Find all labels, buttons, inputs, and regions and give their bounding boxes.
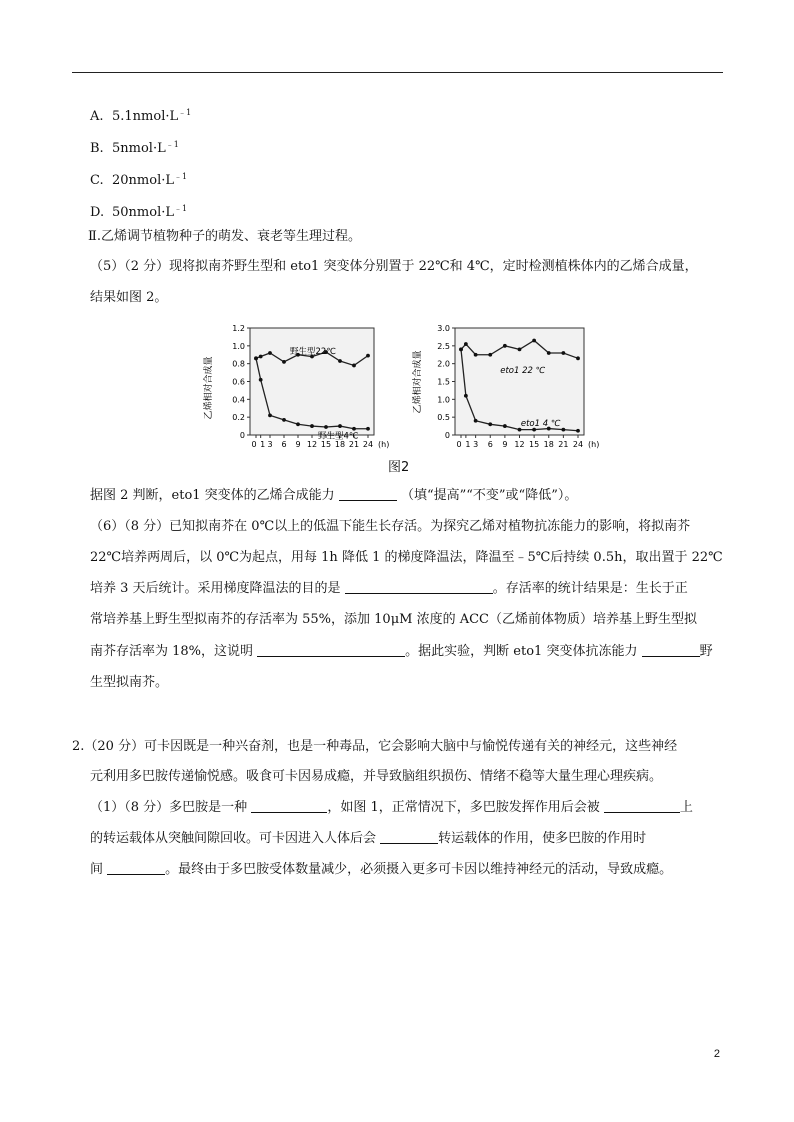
left-data-point [282,418,286,422]
q6-line3: 培养 3 天后统计。采用梯度降温法的目的是 。存活率的统计结果是：生长于正 [90,581,688,596]
right-series-label: eto1 4 ℃ [520,419,561,430]
right-data-point [474,419,478,423]
q5-answer-line: 据图 2 判断，eto1 突变体的乙烯合成能力 （填“提高”“不变”或“降低”）。 [90,488,578,503]
q6-line4: 常培养基上野生型拟南芥的存活率为 55%，添加 10μM 浓度的 ACC（乙烯前体物质）培养基上野生型拟 [90,612,698,627]
left-xunit: (h) [378,440,390,449]
right-data-point [459,348,463,352]
q2-line2: 元利用多巴胺传递愉悦感。吸食可卡因易成瘾，并导致脑组织损伤、情绪不稳等大量生理心理疾病。 [90,769,663,784]
right-data-point [488,422,492,426]
q6-line5: 南芥存活率为 18%，这说明 。据此实验，判断 eto1 突变体抗冻能力 野 [90,644,713,659]
left-chart-frame [250,328,374,435]
option-b: B. $5nmol\cdot L^{﹣1}$ [90,140,179,156]
q6-purpose-blank[interactable] [345,580,493,594]
right-ylabel: 乙烯相对合成量 [413,350,423,414]
left-data-point [282,360,286,364]
right-ytick-label: 0 [444,431,450,440]
q5-line1: （5）（2 分）现将拟南芥野生型和 eto1 突变体分别置于 22℃和 4℃，定时检测植株体内的乙烯合成量， [90,259,698,274]
left-xtick-label: 3 [267,440,273,449]
right-xtick-label: 21 [558,440,569,449]
q2-blank-2[interactable] [604,799,680,813]
left-data-point [310,424,314,428]
left-data-point [296,422,300,426]
left-series-label: 野生型4℃ [318,431,359,442]
right-data-point [474,353,478,357]
q2-blank-3[interactable] [380,830,438,844]
option-c: C. $20nmol\cdot L^{﹣1}$ [90,172,188,188]
q2-line1: 2.（20 分）可卡因既是一种兴奋剂，也是一种毒品，它会影响大脑中与愉悦传递有关的神经元，这些神经 [72,739,678,754]
left-xtick-label: 0 [251,440,257,449]
left-data-point [338,424,342,428]
right-data-point [488,353,492,357]
right-xtick-label: 6 [487,440,493,449]
left-data-point [352,427,356,431]
right-data-point [547,351,551,355]
left-ytick-label: 1.0 [232,341,245,351]
right-ytick-label: 1.0 [437,395,450,405]
right-data-point [503,344,507,348]
figure-caption: 图2 [388,460,410,475]
q6-line6: 生型拟南芥。 [90,675,169,690]
q6-line2: 22℃培养两周后，以 0℃为起点，用每 1h 降低 1 的梯度降温法，降温至﹣5℃后持续 0.5h，取出置于 22℃ [90,550,723,565]
q5-answer-blank[interactable] [339,487,397,501]
q6-compare-blank[interactable] [642,643,700,657]
right-xtick-label: 24 [572,440,584,449]
left-xtick-label: 1 [260,440,266,449]
q6-line1: （6）（8 分）已知拟南芥在 0℃以上的低温下能生长存活。为探究乙烯对植物抗冻能力的影响，将拟南芥 [90,519,691,534]
left-data-point [268,413,272,417]
left-ytick-label: 0 [239,431,245,440]
left-xtick-label: 12 [306,440,318,449]
right-xtick-label: 3 [473,440,479,449]
q2-blank-4[interactable] [107,861,165,875]
section-2-title: Ⅱ.乙烯调节植物种子的萌发、衰老等生理过程。 [88,229,361,244]
left-data-point [259,355,263,359]
left-data-point [366,427,370,431]
left-xtick-label: 18 [334,440,346,449]
right-xtick-label: 0 [456,440,462,449]
left-xtick-label: 6 [281,440,287,449]
right-xtick-label: 1 [465,440,471,449]
left-xtick-label: 21 [348,440,360,449]
right-data-point [532,339,536,343]
left-data-point [338,359,342,363]
right-data-point [561,428,565,432]
right-data-point [503,424,507,428]
right-xtick-label: 15 [529,440,540,449]
right-xtick-label: 18 [543,440,554,449]
left-ytick-label: 0.4 [232,395,245,405]
q2-sub1-line1: （1）（8 分）多巴胺是一种 ，如图 1，正常情况下，多巴胺发挥作用后会被 上 [90,800,693,815]
left-data-point [268,351,272,355]
left-ytick-label: 1.2 [232,324,245,333]
q6-conclusion-blank[interactable] [257,643,405,657]
right-data-point [576,429,580,433]
option-a: A. $5.1nmol\cdot L^{﹣1}$ [90,108,192,124]
right-xtick-label: 12 [514,440,525,449]
left-data-point [259,378,263,382]
q2-blank-1[interactable] [251,799,327,813]
right-ytick-label: 2.5 [437,341,450,351]
q2-sub1-line2: 的转运载体从突触间隙回收。可卡因进入人体后会 转运载体的作用，使多巴胺的作用时 [90,831,647,846]
page-number: 2 [713,1048,720,1060]
right-series-label: eto1 22 ℃ [500,365,546,376]
q5-line2: 结果如图 2。 [90,290,168,305]
left-ytick-label: 0.8 [232,359,245,369]
right-data-point [464,394,468,398]
left-xtick-label: 15 [320,440,332,449]
left-data-point [352,364,356,368]
right-xtick-label: 9 [502,440,508,449]
left-data-point [254,356,258,360]
left-ytick-label: 0.6 [232,377,245,387]
left-data-point [324,425,328,429]
left-ytick-label: 0.2 [232,413,245,423]
left-xtick-label: 24 [362,440,374,449]
left-ylabel: 乙烯相对合成量 [204,356,214,420]
right-data-point [561,351,565,355]
left-series-label: 野生型22℃ [290,346,336,357]
left-data-point [366,354,370,358]
right-data-point [518,348,522,352]
right-ytick-label: 0.5 [437,413,450,423]
right-ytick-label: 3.0 [437,324,450,333]
right-xunit: (h) [588,440,600,449]
right-data-point [464,342,468,346]
option-d: D. $50nmol\cdot L^{﹣1}$ [90,204,188,220]
right-data-point [576,356,580,360]
right-ytick-label: 1.5 [437,377,450,387]
right-ytick-label: 2.0 [437,359,450,369]
left-xtick-label: 9 [295,440,301,449]
q2-sub1-line3: 间 。最终由于多巴胺受体数量减少，必须摄入更多可卡因以维持神经元的活动，导致成瘾。 [90,862,673,877]
